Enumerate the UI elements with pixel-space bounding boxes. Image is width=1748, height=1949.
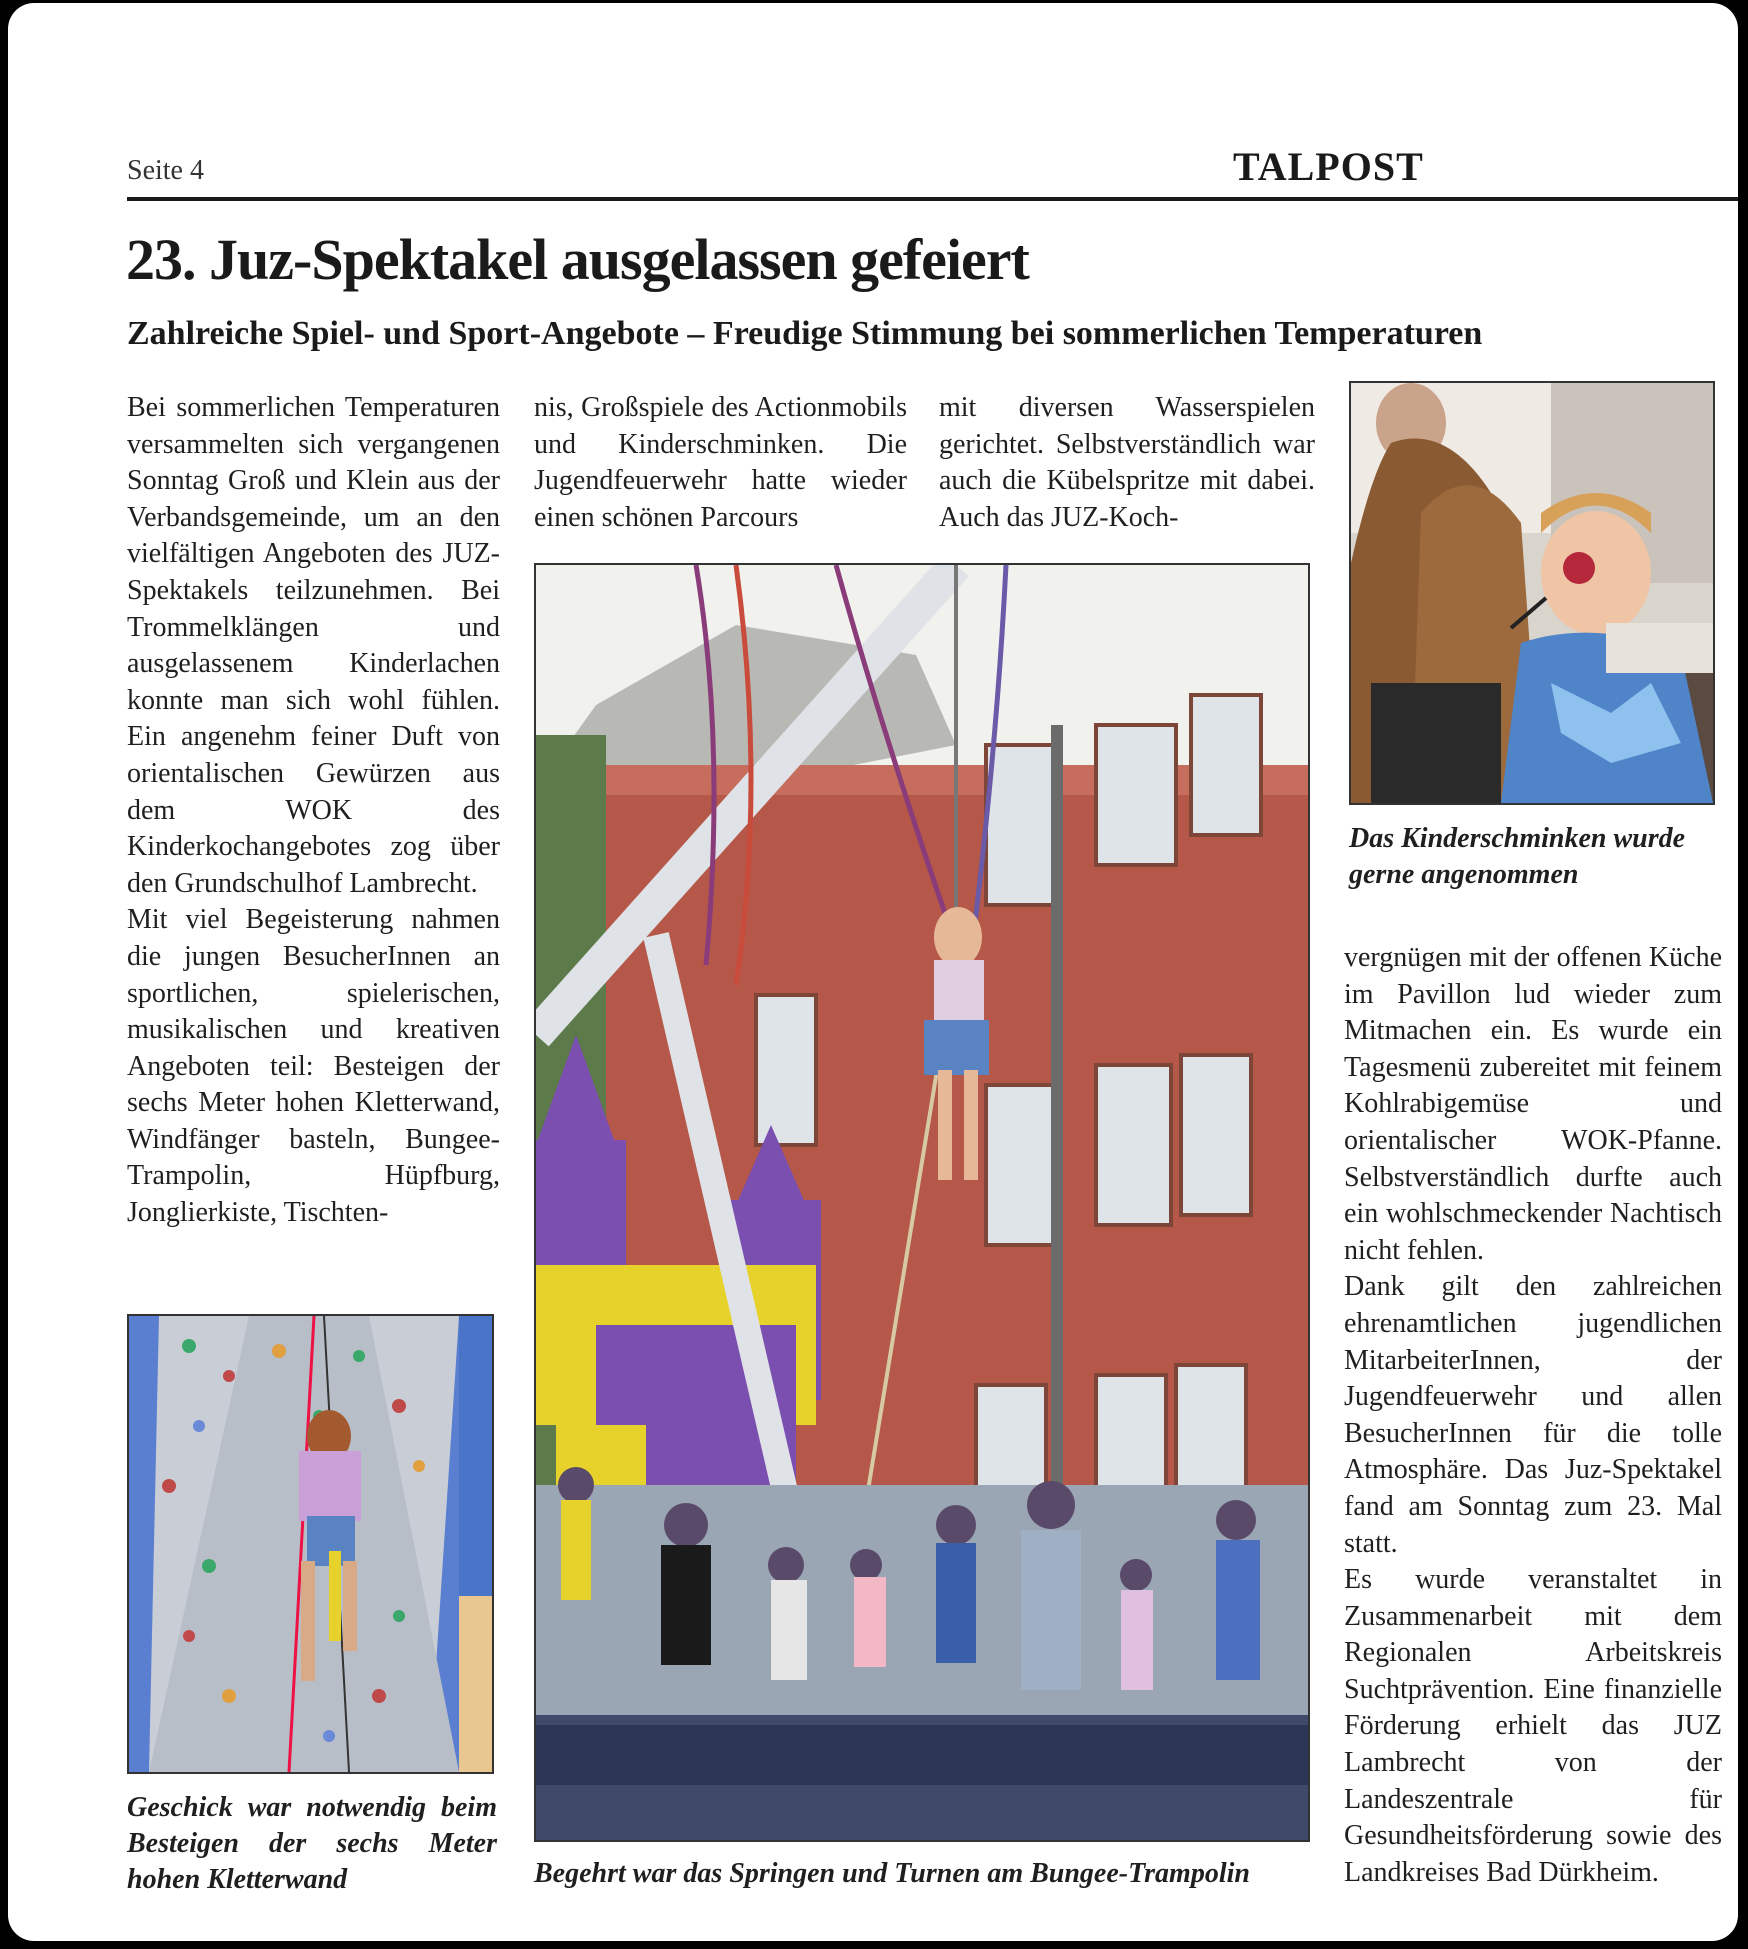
paragraph: Bei sommerlichen Temperaturen versammelten sich vergangenen Sonntag Groß und Klein aus der Verbandsgemeinde, um an den vielfältigen Angeboten des JUZ-Spektakels teilzunehmen. Bei Trommelklängen und ausgelassenem Kinderlachen konnte man sich wohl fühlen. Ein angenehm feiner Duft von orientalischen Gewürzen aus dem WOK des Kinderkochangebotes zog über den Grundschulhof Lambrecht. <box>127 392 500 899</box>
article-column-1 <box>127 390 500 1232</box>
article-column-3 <box>939 390 1315 536</box>
paragraph: Dank gilt den zahlreichen ehrenamtlichen jugendlichen MitarbeiterInnen, der Jugendfeuerwehr und allen BesucherInnen für die tolle Atmosphäre. Das Juz-Spektakel fand am Sonntag zum 23. Mal statt. <box>1344 1271 1722 1559</box>
newspaper-name: TALPOST <box>1233 144 1424 189</box>
paragraph: Mit viel Begeisterung nahmen die jungen BesucherInnen an sportlichen, spielerischen, musikalischen und kreativen Angeboten teil: Besteigen der sechs Meter hohen Kletterwand, Windfänger basteln, Bungee-Trampolin, Hüpfburg, Jonglierkiste, Tischten- <box>127 904 500 1229</box>
caption-climbing: Geschick war notwendig beim Besteigen der sechs Meter hohen Kletterwand <box>127 1792 497 1895</box>
climbing-wall-photo <box>127 1314 494 1774</box>
newspaper-page <box>8 3 1738 1941</box>
paragraph: Es wurde veranstaltet in Zusammenarbeit mit dem Regionalen Arbeitskreis Suchtprävention. Eine finanzielle Förderung erhielt das JUZ Lambrecht von der Landeszentrale für Gesundheitsförderung sowie des Landkreises Bad Dürkheim. <box>1344 1564 1722 1888</box>
climbing-wall-illustration <box>129 1316 492 1772</box>
face-painting-photo <box>1349 381 1715 805</box>
header-rule <box>127 197 1738 201</box>
bungee-trampoline-photo <box>534 563 1310 1842</box>
article-column-4 <box>1344 940 1722 1891</box>
article-headline: 23. Juz-Spektakel ausgelassen gefeiert <box>126 227 1029 292</box>
caption-trampoline: Begehrt war das Springen und Turnen am Bungee-Trampolin <box>534 1858 1250 1889</box>
article-column-2 <box>534 390 907 536</box>
page-number: Seite 4 <box>127 155 204 186</box>
bungee-trampoline-illustration <box>536 565 1308 1840</box>
paragraph: vergnügen mit der offenen Küche im Pavillon lud wieder zum Mitmachen ein. Es wurde ein Tagesmenü zubereitet mit feinem Kohlrabigemüse und orientalischer WOK-Pfanne. Selbstverständlich durfte auch ein wohlschmeckender Nachtisch nicht fehlen. <box>1344 942 1722 1266</box>
face-painting-illustration <box>1351 383 1713 803</box>
article-subheadline: Zahlreiche Spiel- und Sport-Angebote – Freudige Stimmung bei sommerlichen Temperaturen <box>127 315 1483 352</box>
paragraph: nis, Großspiele des Actionmobils und Kinderschminken. Die Jugendfeuerwehr hatte wieder einen schönen Parcours <box>534 392 907 533</box>
caption-face-painting: Das Kinderschminken wurde gerne angenommen <box>1349 823 1686 890</box>
paragraph: mit diversen Wasserspielen gerichtet. Selbstverständlich war auch die Kübelspritze mit dabei. Auch das JUZ-Koch- <box>939 392 1315 533</box>
